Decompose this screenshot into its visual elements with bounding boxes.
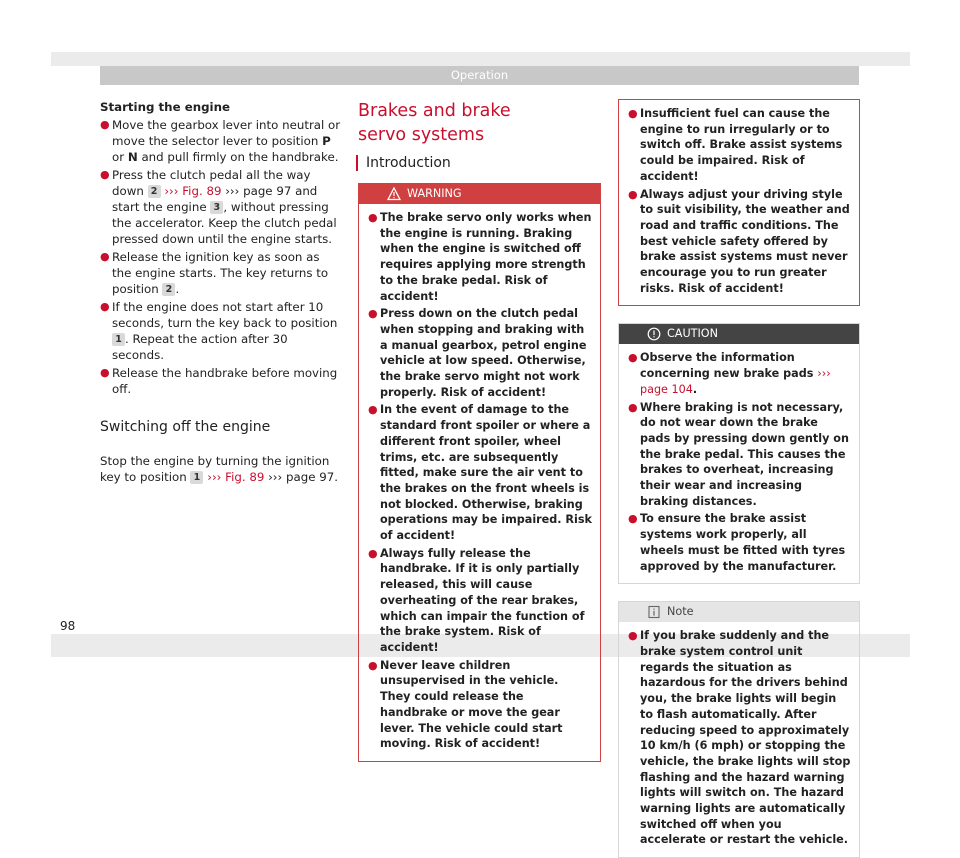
warning-box xyxy=(358,183,601,762)
list-item: ● In the event of damage to the standard front spoiler or where a different front spoiler, wheel trims, etc. are subsequently fitted, make sure the air vent to the brakes on the front wheels is not blocked. Otherwise, braking operations may be impaired. Risk of accident! xyxy=(368,403,592,543)
list-item: ● Press down on the clutch pedal when stopping and braking with a manual gearbox, petrol engine vehicle at low speed. Otherwise, the brake servo might not work properly. Risk of accident! xyxy=(368,307,587,399)
middle-column xyxy=(358,99,601,762)
warning-header: WARNING xyxy=(359,184,600,204)
left-column xyxy=(100,99,342,485)
list-item: ● Observe the information concerning new brake pads ››› page 104. xyxy=(628,351,831,396)
caution-box xyxy=(618,323,860,584)
list-item: ● Insufficient fuel can cause the engine to run irregularly or to switch off. Brake assist systems could be impaired. Risk of accident! xyxy=(628,107,843,183)
list-item: ● Never leave children unsupervised in the vehicle. They could release the handbrake or move the gear lever. The vehicle could start moving. Risk of accident! xyxy=(368,658,563,751)
bullet-icon: ● xyxy=(628,629,638,643)
caution-icon xyxy=(647,327,661,341)
note-header: Note xyxy=(619,602,859,622)
bullet-icon: ● xyxy=(100,300,110,313)
list-item: ● The brake servo only works when the engine is running. Braking when the engine is switched off requires applying more strength to the brake pedal. Risk of accident! xyxy=(368,211,592,303)
bullet-icon: ● xyxy=(368,546,378,560)
heading-switching-off: Switching off the engine xyxy=(100,419,271,435)
step-badge: 1 xyxy=(112,333,125,346)
intro-marker xyxy=(356,155,601,171)
list-item: ● Always adjust your driving style to suit visibility, the weather and road and traffic conditions. The best vehicle safety offered by brake assist systems must never encourage you to run greater risks. Risk of accident! xyxy=(628,187,850,295)
page-link[interactable]: ››› page 97 xyxy=(264,470,335,484)
bullet-icon: ● xyxy=(628,107,638,120)
bullet-icon: ● xyxy=(368,658,378,672)
page-link[interactable]: ››› page 97 xyxy=(221,184,292,198)
bullet-icon: ● xyxy=(628,400,638,414)
bullet-icon: ● xyxy=(628,351,638,365)
list-item: ● Where braking is not necessary, do not wear down the brake pads by pressing down gently on the brake pedal. This causes the brakes to overheat, increasing their wear and increasing braking distances. xyxy=(628,400,849,508)
warning-body xyxy=(359,204,600,761)
bullet-icon: ● xyxy=(628,187,638,201)
warning-continued-box xyxy=(618,99,860,306)
step-badge: 3 xyxy=(210,201,223,214)
caution-header: CAUTION xyxy=(619,324,859,344)
figure-link[interactable]: ››› Fig. 89 xyxy=(203,470,265,484)
list-item: ● To ensure the brake assist systems work properly, all wheels must be fitted with tyres approved by the manufacturer. xyxy=(628,512,846,573)
step-badge: 2 xyxy=(162,283,175,296)
bullet-icon: ● xyxy=(100,168,110,181)
subheading-introduction: Introduction xyxy=(366,155,451,171)
bullet-icon: ● xyxy=(368,403,378,417)
list-item: ● If the engine does not start after 10 seconds, turn the key back to position 1 . Repeat the action after 30 seconds. xyxy=(100,300,338,362)
section-header: Operation xyxy=(100,66,859,85)
page-link[interactable]: ››› page 104 xyxy=(640,367,831,396)
bullet-icon: ● xyxy=(368,211,378,224)
list-item: ● Always fully release the handbrake. If it is only partially released, this will cause overheating of the rear brakes, which can impair the function of the brake system. Risk of accident! xyxy=(368,546,585,654)
bullet-icon: ● xyxy=(368,307,378,321)
note-body xyxy=(619,622,859,857)
info-icon xyxy=(647,605,661,619)
page-number: 98 xyxy=(60,619,76,633)
warning-continued-body xyxy=(619,100,859,305)
step-badge: 1 xyxy=(190,471,203,484)
list-item: ● If you brake suddenly and the brake system control unit regards the situation as hazardous for the drivers behind you, the brake lights will begin to flash automatically. After reducing speed to approximately 10 km/h (6 mph) or stopping the vehicle, the brake lights will stop flashing and the hazard warning lights will switch on. The hazard warning lights are automatically switched off when you accelerate or restart the vehicle. xyxy=(628,629,851,847)
heading-starting-engine: Starting the engine xyxy=(100,100,230,114)
bullet-icon: ● xyxy=(100,118,110,131)
bullet-icon: ● xyxy=(628,512,638,526)
warning-icon xyxy=(387,187,401,201)
note-box xyxy=(618,601,860,858)
bullet-icon: ● xyxy=(100,366,110,379)
paragraph-stop-engine: Stop the engine by turning the ignition key to position 1 ››› Fig. 89 ››› page 97. xyxy=(100,454,338,484)
right-column xyxy=(618,99,860,858)
caution-body xyxy=(619,344,859,583)
list-item: ● Release the ignition key as soon as the engine starts. The key returns to position 2 . xyxy=(100,250,329,296)
step-badge: 2 xyxy=(148,185,161,198)
list-item: ● Release the handbrake before moving off. xyxy=(100,366,338,396)
list-item: ● Press the clutch pedal all the way down 2 ››› Fig. 89 ››› page 97 and start the engine 3 , without pressing the accelerator. Keep the clutch pedal pressed down until the engine starts. xyxy=(100,168,337,246)
list-item: ● Move the gearbox lever into neutral or move the selector lever to position P or N and pull firmly on the handbrake. xyxy=(100,118,341,164)
figure-link[interactable]: ››› Fig. 89 xyxy=(164,184,222,198)
page-title: Brakes and brake servo systems xyxy=(358,101,511,145)
bullet-icon: ● xyxy=(100,250,110,263)
